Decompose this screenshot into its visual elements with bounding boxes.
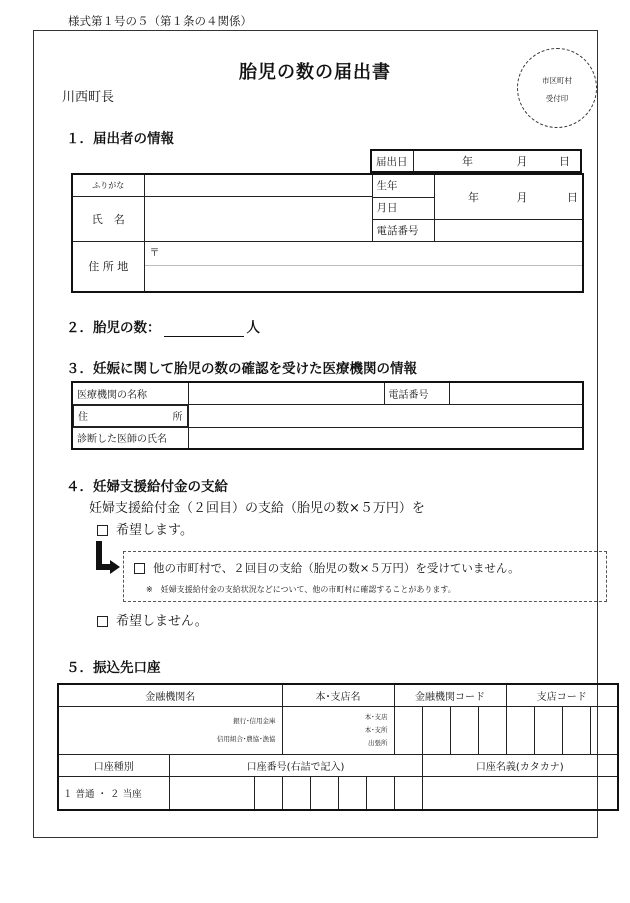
nowish-label: 希望しません。: [116, 614, 208, 629]
institution-name-label: 医療機関の名称: [72, 382, 188, 404]
branch-header: 本･支店名: [282, 684, 394, 706]
addressee: 川西町長: [62, 90, 115, 105]
institution-address-label: 住 所: [73, 405, 188, 427]
postal-mark: 〒: [145, 242, 583, 266]
section1-heading: １．届出者の情報: [66, 131, 174, 147]
stamp-label-2: 受付印: [545, 94, 569, 103]
option-wish-row: [97, 519, 193, 538]
bank-code-header: 金融機関コード: [394, 684, 506, 706]
name-label: 氏 名: [72, 196, 144, 242]
furigana-label: ふりがな: [72, 174, 144, 196]
furigana-input[interactable]: [144, 174, 372, 196]
section2-heading: ２．胎児の数： 人: [66, 320, 260, 336]
account-digit[interactable]: [366, 776, 394, 810]
branch-input[interactable]: 本･支店 本･支所 出張所: [282, 706, 394, 754]
branch-code-digit[interactable]: [534, 706, 562, 754]
account-name-header: 口座名義(カタカナ): [422, 754, 618, 776]
medical-institution-table: [71, 381, 584, 450]
stamp-label-1: 市区町村: [542, 76, 572, 85]
account-name-input[interactable]: [422, 776, 618, 810]
doctor-name-input[interactable]: [188, 427, 583, 449]
form-number: 様式第１号の５（第１条の４関係）: [68, 14, 252, 28]
account-digit[interactable]: [338, 776, 366, 810]
year-label: 年: [462, 155, 473, 168]
option-nowish-row: [97, 610, 208, 629]
arrow-icon: [93, 541, 123, 579]
not-received-label: 他の市町村で、２回目の支給（胎児の数×５万円）を受けていません。: [153, 561, 520, 575]
branch-code-digit[interactable]: [506, 706, 534, 754]
reception-stamp-area: [517, 48, 597, 128]
account-type-header: 口座種別: [58, 754, 169, 776]
fetus-count-input[interactable]: [164, 320, 244, 337]
birthdate-input[interactable]: 年 月 日: [434, 174, 583, 220]
submission-date-label: 届出日: [371, 150, 413, 172]
address-input[interactable]: [144, 242, 583, 292]
account-digit[interactable]: [254, 776, 282, 810]
account-digit[interactable]: [310, 776, 338, 810]
section4-heading: ４．妊婦支援給付金の支給: [66, 479, 228, 495]
bank-account-table: [57, 683, 619, 811]
phone-label: 電話番号: [372, 220, 434, 242]
benefit-description: 妊婦支援給付金（２回目）の支給（胎児の数×５万円）を: [89, 501, 425, 516]
account-digit[interactable]: [394, 776, 422, 810]
account-number-header: 口座番号(右詰で記入): [169, 754, 422, 776]
month-label: 月: [516, 155, 528, 168]
branch-code-digit[interactable]: [590, 706, 618, 754]
page-title: 胎児の数の届出書: [239, 62, 391, 83]
nowish-checkbox[interactable]: [97, 616, 108, 627]
confirmation-note: ※ 妊婦支援給付金の支給状況などについて、他の市町村に確認することがあります。: [146, 585, 456, 594]
sub-confirmation-box: [123, 551, 607, 602]
account-type-options[interactable]: １ 普通 ・ ２ 当座: [58, 776, 169, 810]
institution-name-input[interactable]: [188, 382, 384, 404]
applicant-table: [71, 173, 584, 293]
account-digit[interactable]: [282, 776, 310, 810]
address-label: 住 所 地: [72, 242, 144, 292]
institution-phone-input[interactable]: [449, 382, 583, 404]
wish-label: 希望します。: [116, 523, 193, 538]
phone-input[interactable]: [434, 220, 583, 242]
submission-date-field[interactable]: [413, 150, 581, 172]
institution-phone-label: 電話番号: [384, 382, 449, 404]
wish-checkbox[interactable]: [97, 525, 108, 536]
section3-heading: ３．妊娠に関して胎児の数の確認を受けた医療機関の情報: [66, 361, 417, 377]
section5-heading: ５．振込先口座: [66, 660, 161, 676]
bank-code-digit[interactable]: [450, 706, 478, 754]
birthdate-label: 生年 月日: [372, 174, 434, 220]
bank-code-digit[interactable]: [478, 706, 506, 754]
bank-code-digit[interactable]: [422, 706, 450, 754]
day-label: 日: [559, 155, 570, 168]
bank-code-digit[interactable]: [394, 706, 422, 754]
not-received-checkbox[interactable]: [134, 563, 145, 574]
bank-name-header: 金融機関名: [58, 684, 282, 706]
name-input[interactable]: [144, 196, 372, 242]
submission-date-table: [370, 149, 582, 173]
branch-code-header: 支店コード: [506, 684, 618, 706]
branch-code-digit[interactable]: [562, 706, 590, 754]
doctor-name-label: 診断した医師の氏名: [72, 427, 188, 449]
account-number-cell[interactable]: [169, 776, 254, 810]
bank-name-input[interactable]: 銀行･信用金庫 信用組合･農協･漁協: [58, 706, 282, 754]
institution-address-input[interactable]: [188, 404, 583, 427]
